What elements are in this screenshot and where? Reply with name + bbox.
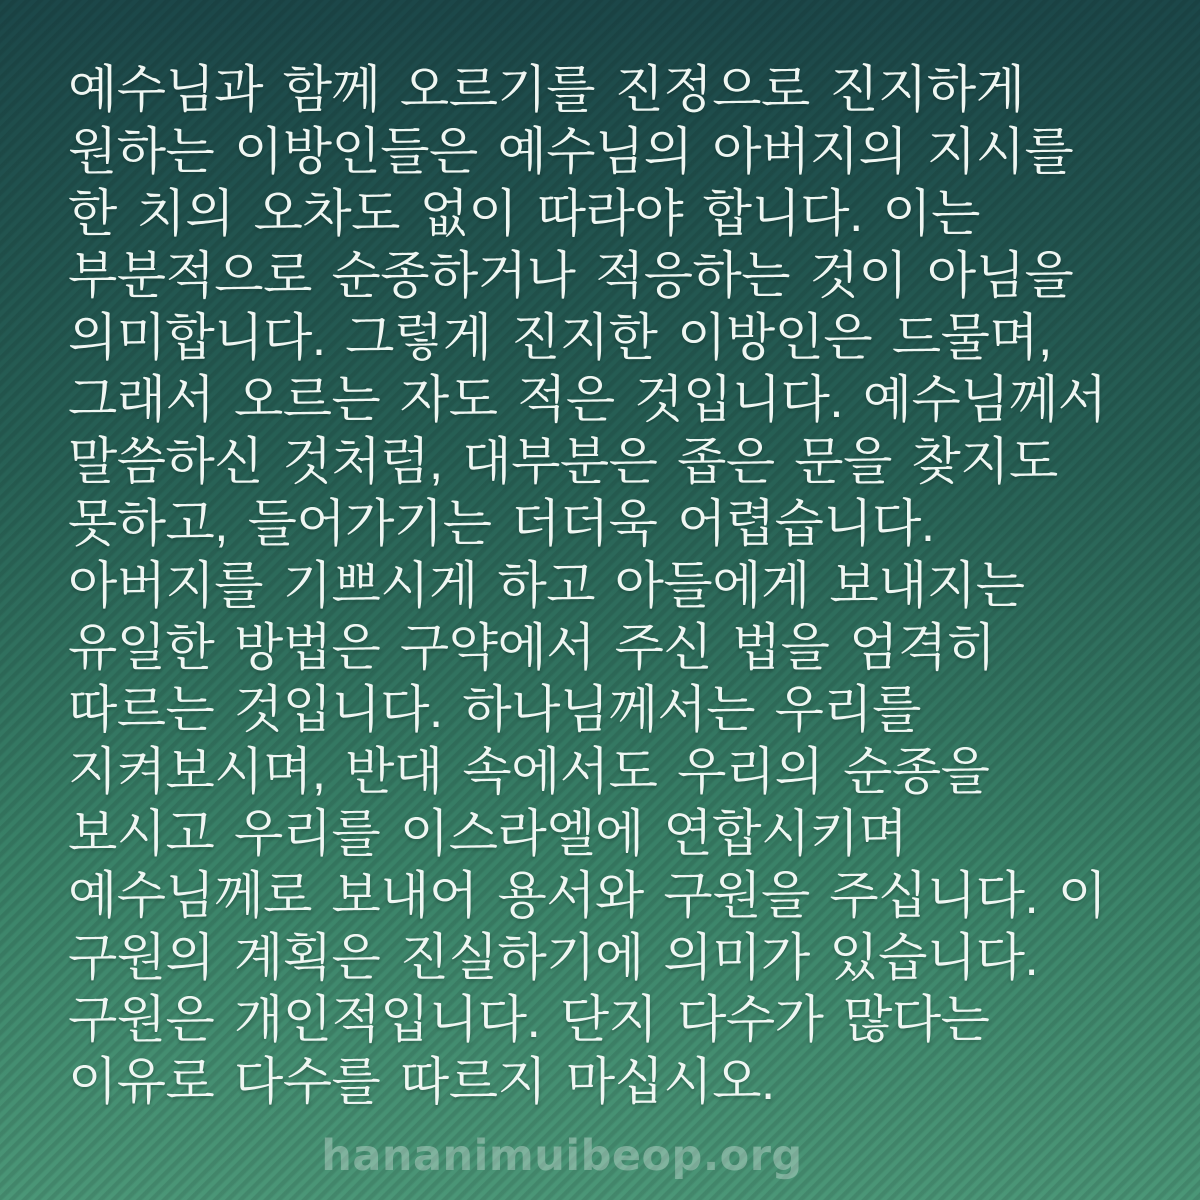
quote-line: 의미합니다. 그렇게 진지한 이방인은 드물며, xyxy=(68,309,1052,366)
quote-line: 지켜보시며, 반대 속에서도 우리의 순종을 xyxy=(68,743,990,800)
watermark: hananimuibeop.org xyxy=(321,1131,803,1181)
quote-line: 그래서 오르는 자도 적은 것입니다. 예수님께서 xyxy=(68,371,1107,428)
quote-line: 예수님과 함께 오르기를 진정으로 진지하게 xyxy=(68,61,1025,118)
quote-line: 보시고 우리를 이스라엘에 연합시키며 xyxy=(68,805,908,862)
quote-line: 구원의 계획은 진실하기에 의미가 있습니다. xyxy=(68,929,1039,986)
quote-line: 따르는 것입니다. 하나님께서는 우리를 xyxy=(68,681,921,738)
quote-line: 아버지를 기쁘시게 하고 아들에게 보내지는 xyxy=(68,557,1025,614)
quote-line: 예수님께로 보내어 용서와 구원을 주십니다. 이 xyxy=(68,867,1107,924)
quote-line: 말씀하신 것처럼, 대부분은 좁은 문을 찾지도 xyxy=(68,433,1058,490)
quote-line: 이유로 다수를 따르지 마십시오. xyxy=(68,1053,775,1110)
quote-line: 구원은 개인적입니다. 단지 다수가 많다는 xyxy=(68,991,990,1048)
quote-line: 못하고, 들어가기는 더더욱 어렵습니다. xyxy=(68,495,935,552)
quote-text-block xyxy=(68,59,1170,1113)
quote-line: 부분적으로 순종하거나 적응하는 것이 아님을 xyxy=(68,247,1074,304)
quote-line: 유일한 방법은 구약에서 주신 법을 엄격히 xyxy=(68,619,996,676)
quote-line: 원하는 이방인들은 예수님의 아버지의 지시를 xyxy=(68,123,1074,180)
quote-line: 한 치의 오차도 없이 따라야 합니다. 이는 xyxy=(68,185,980,242)
